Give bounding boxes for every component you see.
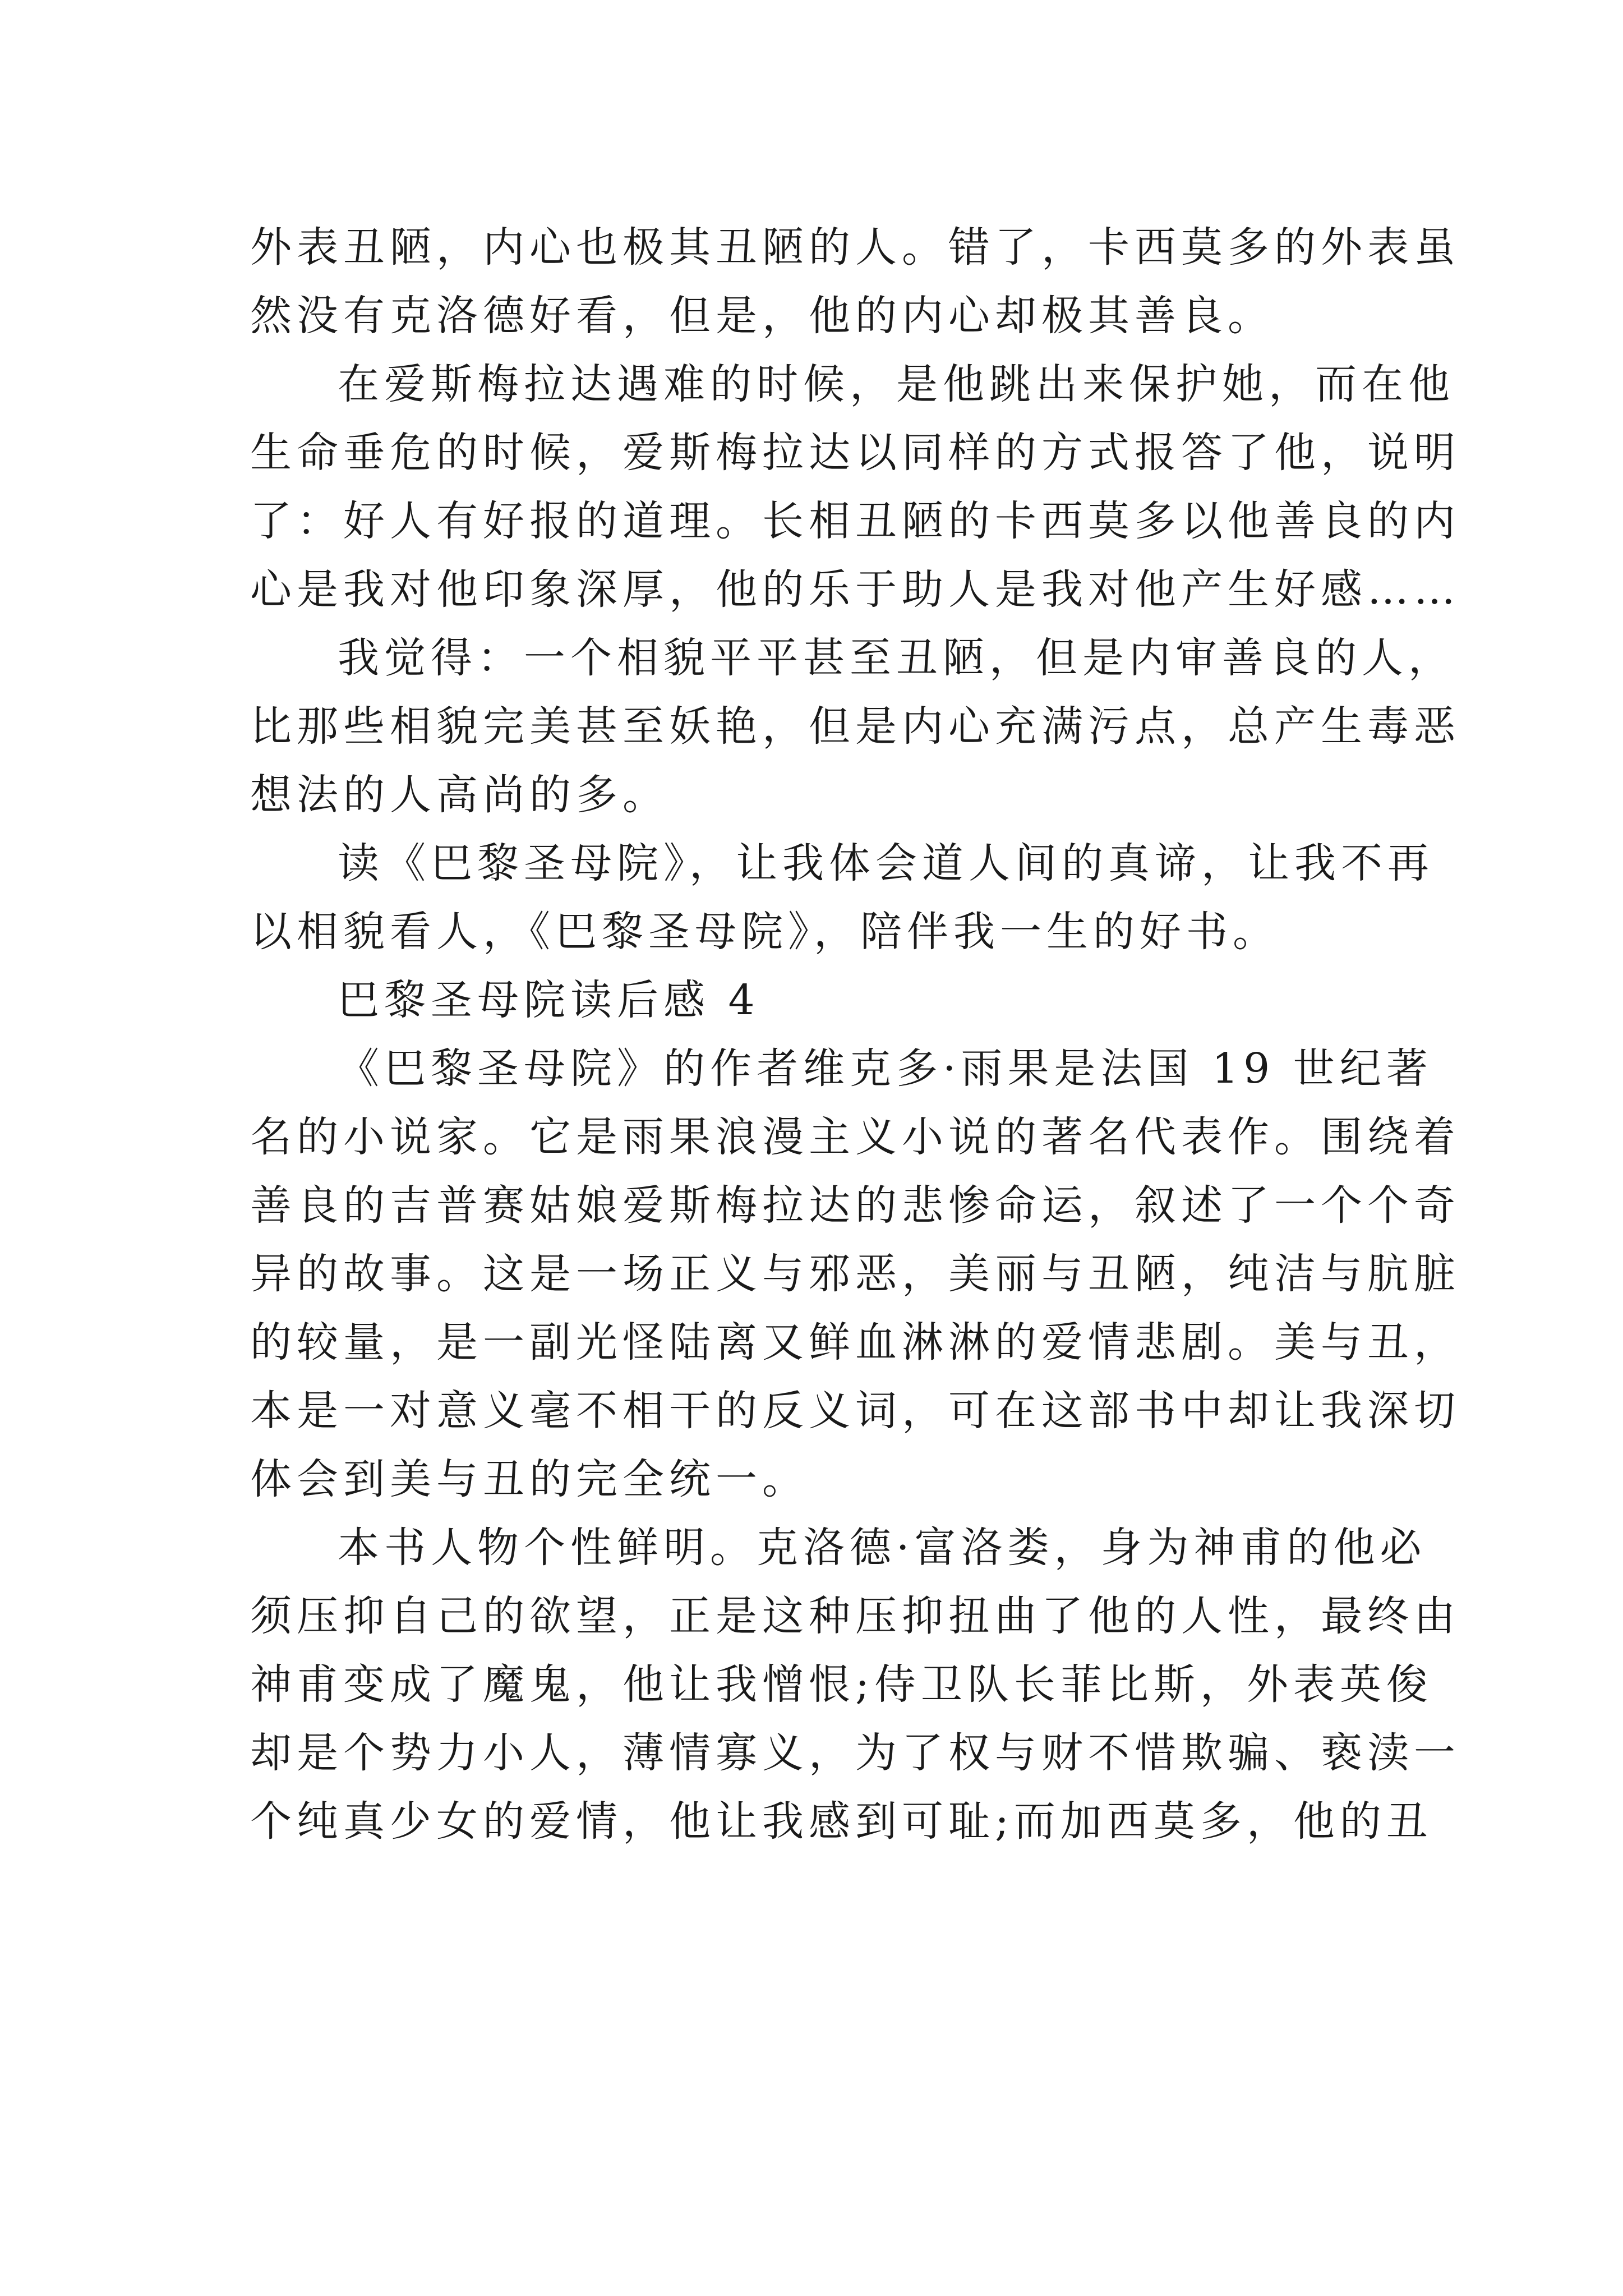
text-line: 在爱斯梅拉达遇难的时候，是他跳出来保护她，而在他	[338, 360, 1455, 408]
text-line: 本书人物个性鲜明。克洛德·富洛娄，身为神甫的他必	[338, 1524, 1427, 1572]
text-line: 的较量，是一副光怪陆离又鲜血淋淋的爱情悲剧。美与丑，	[250, 1318, 1460, 1366]
text-line: 却是个势力小人，薄情寡义，为了权与财不惜欺骗、亵渎一	[250, 1729, 1460, 1777]
text-line: 了：好人有好报的道理。长相丑陋的卡西莫多以他善良的内	[250, 497, 1460, 545]
text-line: 生命垂危的时候，爱斯梅拉达以同样的方式报答了他，说明	[250, 429, 1460, 477]
text-line: 想法的人高尚的多。	[250, 771, 669, 819]
text-line: 外表丑陋，内心也极其丑陋的人。错了，卡西莫多的外表虽	[250, 223, 1460, 272]
text-line: 《巴黎圣母院》的作者维克多·雨果是法国 19 世纪著	[338, 1045, 1433, 1093]
text-line: 体会到美与丑的完全统一。	[250, 1455, 809, 1503]
body-text	[250, 213, 1460, 1856]
text-line: 心是我对他印象深厚，他的乐于助人是我对他产生好感……	[250, 565, 1460, 614]
text-line: 比那些相貌完美甚至妖艳，但是内心充满污点，总产生毒恶	[250, 702, 1460, 751]
text-line: 异的故事。这是一场正义与邪恶，美丽与丑陋，纯洁与肮脏	[250, 1250, 1460, 1298]
text-line: 读《巴黎圣母院》，让我体会道人间的真谛，让我不再	[338, 839, 1434, 887]
text-line: 然没有克洛德好看，但是，他的内心却极其善良。	[250, 292, 1274, 340]
section-heading: 巴黎圣母院读后感 4	[338, 976, 760, 1024]
text-line: 须压抑自己的欲望，正是这种压抑扭曲了他的人性，最终由	[250, 1592, 1460, 1640]
text-line: 神甫变成了魔鬼，他让我憎恨;侍卫队长菲比斯，外表英俊	[250, 1660, 1433, 1709]
text-line: 善良的吉普赛姑娘爱斯梅拉达的悲惨命运，叙述了一个个奇	[250, 1181, 1460, 1230]
text-line: 以相貌看人，《巴黎圣母院》，陪伴我一生的好书。	[250, 908, 1279, 956]
text-line: 个纯真少女的爱情，他让我感到可耻;而加西莫多，他的丑	[250, 1797, 1433, 1846]
text-line: 本是一对意义毫不相干的反义词，可在这部书中却让我深切	[250, 1387, 1460, 1435]
text-line: 我觉得：一个相貌平平甚至丑陋，但是内审善良的人，	[338, 634, 1455, 682]
text-line: 名的小说家。它是雨果浪漫主义小说的著名代表作。围绕着	[250, 1113, 1460, 1161]
